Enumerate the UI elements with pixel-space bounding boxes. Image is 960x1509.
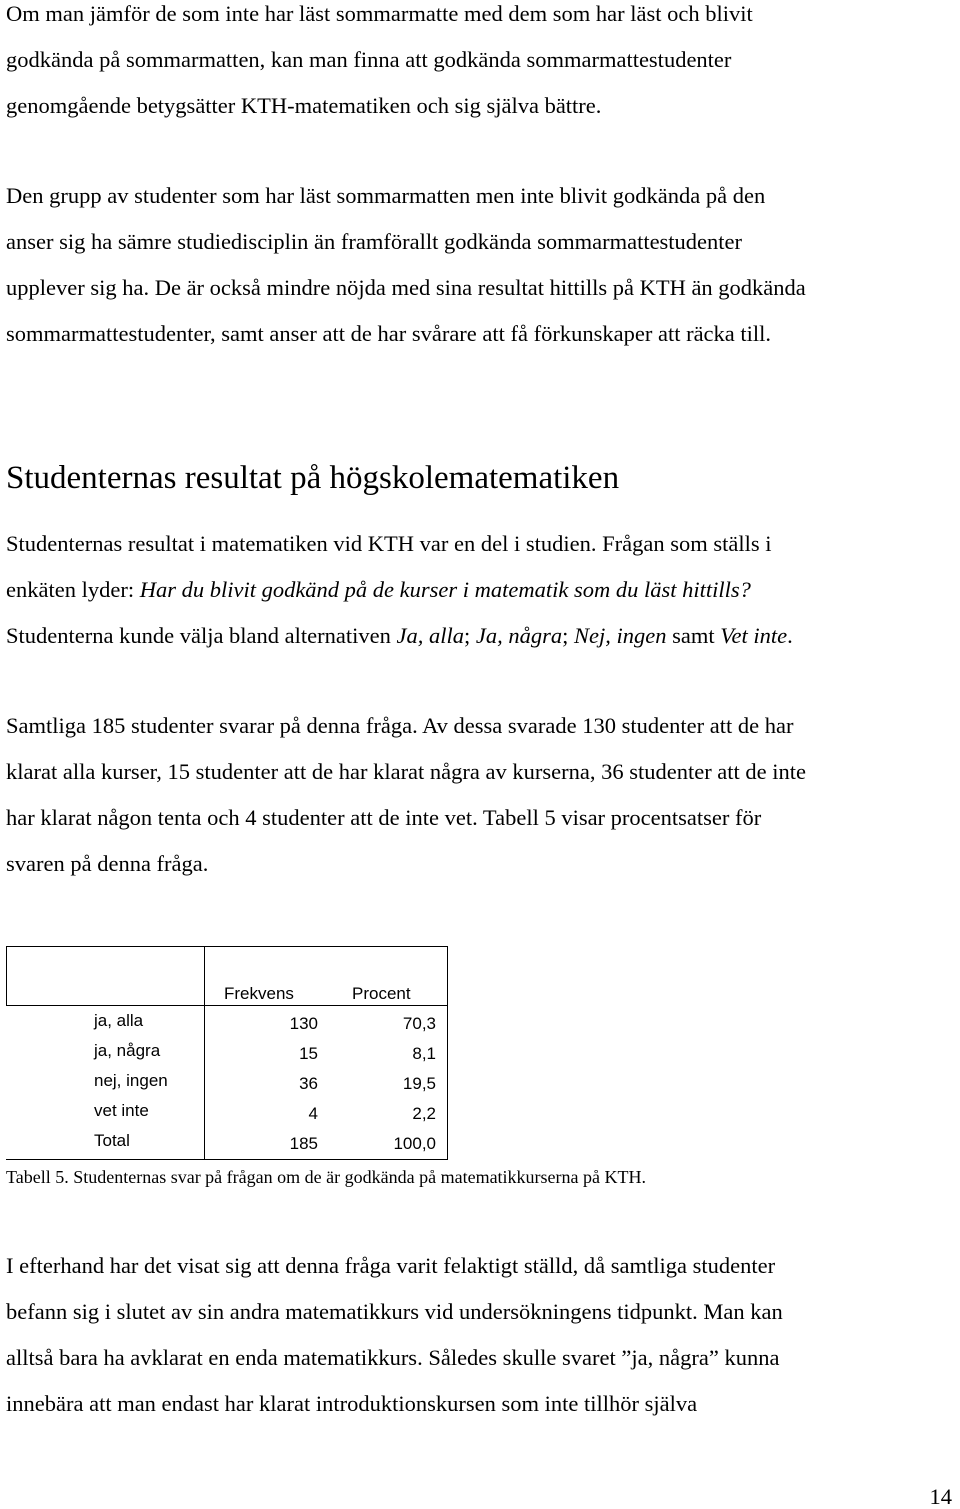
text-line: Den grupp av studenter som har läst sommarmatten men inte blivit godkända på den [6, 183, 766, 208]
text-line [6, 576, 951, 622]
frequency-cell: 130 [289, 1014, 318, 1033]
text-line: Studenternas resultat i matematiken vid KTH var en del i studien. Frågan som ställs i [6, 531, 772, 556]
text-line: anser sig ha sämre studiedisciplin än framförallt godkända sommarmattestudenter [6, 229, 743, 254]
row-label: vet inte [94, 1101, 149, 1120]
text-fragment: . [787, 623, 793, 648]
column-header-procent: Procent [352, 984, 411, 1003]
table-border-right [447, 946, 448, 1160]
answer-option: Ja, några [475, 623, 563, 648]
paragraph-4 [6, 712, 951, 896]
percent-cell: 8,1 [412, 1044, 436, 1063]
paragraph-5 [6, 1252, 951, 1436]
results-table [6, 946, 448, 1160]
text-line: har klarat någon tenta och 4 studenter att de inte vet. Tabell 5 visar procentsatser för [6, 805, 762, 830]
frequency-cell: 185 [289, 1134, 318, 1153]
answer-option: Ja, alla [396, 623, 464, 648]
row-label: ja, alla [94, 1011, 144, 1030]
table-border-left [6, 946, 7, 1006]
page-number: 14 [929, 1484, 952, 1509]
table-border-top [6, 946, 448, 947]
column-header-frekvens: Frekvens [224, 984, 294, 1003]
separator: ; [464, 623, 476, 648]
row-label: ja, några [94, 1041, 161, 1060]
text-line: genomgående betygsätter KTH-matematiken och sig själva bättre. [6, 93, 602, 118]
text-line: befann sig i slutet av sin andra matematikkurs vid undersökningens tidpunkt. Man kan [6, 1299, 783, 1324]
text-line: upplever sig ha. De är också mindre nöjda med sina resultat hittills på KTH än godkända [6, 275, 806, 300]
paragraph-1 [6, 0, 951, 138]
text-line: Om man jämför de som inte har läst sommarmatte med dem som har läst och blivit [6, 1, 753, 26]
text-line [6, 622, 951, 668]
percent-cell: 19,5 [402, 1074, 436, 1093]
text-line: klarat alla kurser, 15 studenter att de har klarat några av kurserna, 36 studenter att de inte [6, 759, 807, 784]
row-label: nej, ingen [94, 1071, 168, 1090]
paragraph-3 [6, 530, 951, 668]
frequency-cell: 36 [299, 1074, 318, 1093]
text-line: svaren på denna fråga. [6, 851, 209, 876]
section-heading: Studenternas resultat på högskolematematiken [6, 460, 620, 496]
text-line: sommarmattestudenter, samt anser att de har svårare att få förkunskaper att räcka till. [6, 321, 772, 346]
text-fragment: Studenterna kunde välja bland alternativen [6, 623, 397, 648]
text-fragment: samt [666, 623, 721, 648]
paragraph-2 [6, 182, 951, 366]
text-line: alltså bara ha avklarat en enda matematikkurs. Således skulle svaret ”ja, några” kunna [6, 1345, 780, 1370]
answer-option: Vet inte [720, 623, 788, 648]
table-header-divider [6, 1005, 448, 1006]
table-column-divider [204, 946, 205, 1160]
table-caption: Tabell 5. Studenternas svar på frågan om de är godkända på matematikkurserna på KTH. [6, 1167, 647, 1187]
text-line: innebära att man endast har klarat introduktionskursen som inte tillhör själva [6, 1391, 698, 1416]
text-line: Samtliga 185 studenter svarar på denna fråga. Av dessa svarade 130 studenter att de har [6, 713, 794, 738]
percent-cell: 100,0 [393, 1134, 436, 1153]
row-label: Total [94, 1131, 130, 1150]
text-fragment: enkäten lyder: [6, 577, 140, 602]
percent-cell: 2,2 [412, 1104, 436, 1123]
survey-question: Har du blivit godkänd på de kurser i matematik som du läst hittills? [139, 577, 751, 602]
frequency-cell: 15 [299, 1044, 318, 1063]
percent-cell: 70,3 [402, 1014, 436, 1033]
text-line: I efterhand har det visat sig att denna fråga varit felaktigt ställd, då samtliga studenter [6, 1253, 776, 1278]
separator: ; [562, 623, 575, 648]
answer-option: Nej, ingen [574, 623, 667, 648]
frequency-cell: 4 [308, 1104, 318, 1123]
text-line: godkända på sommarmatten, kan man finna att godkända sommarmattestudenter [6, 47, 732, 72]
table-border-bottom [6, 1159, 448, 1160]
